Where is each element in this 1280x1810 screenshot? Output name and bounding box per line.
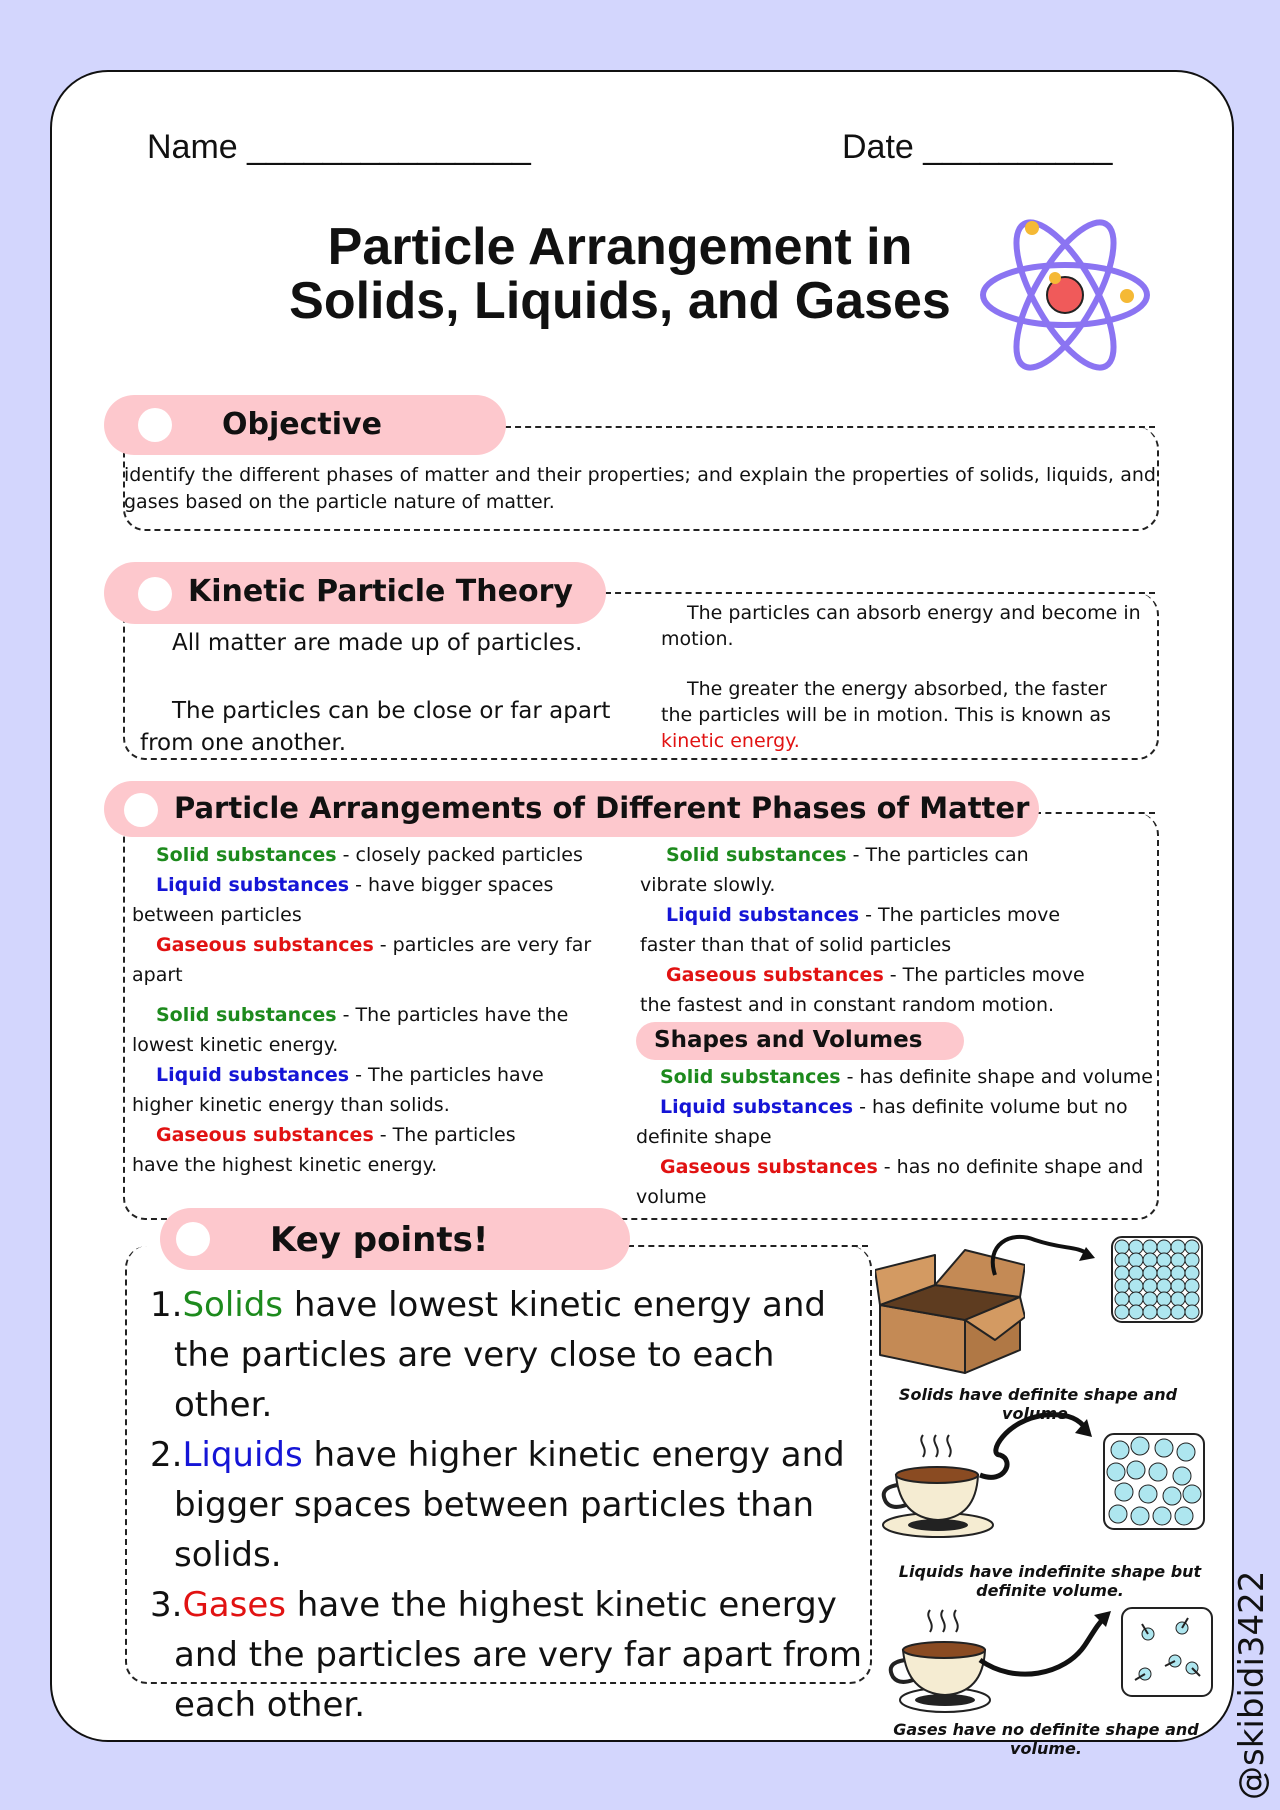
keypoint-1 [150, 1280, 862, 1430]
gas-shape: - has no definite shape and volume [636, 1156, 1144, 1208]
gas-spacing: - particles are very far apart [132, 934, 592, 986]
shapes-list [636, 1062, 1156, 1212]
particle [1139, 1485, 1157, 1503]
gas-motion: - The particles move the fastest and in constant random motion. [640, 964, 1085, 1016]
date-field[interactable] [842, 128, 1112, 167]
bullet-dot [124, 793, 158, 827]
particle [1115, 1483, 1133, 1501]
particle [1129, 1292, 1143, 1306]
particle [1143, 1266, 1157, 1280]
particle [1171, 1292, 1185, 1306]
particle [1129, 1266, 1143, 1280]
particle [1109, 1505, 1127, 1523]
name-label: Name [147, 128, 238, 166]
particle [1127, 1461, 1145, 1479]
particle [1143, 1292, 1157, 1306]
particle [1157, 1266, 1171, 1280]
liquid-label: Liquid substances [666, 904, 860, 926]
gas-label: Gaseous substances [660, 1156, 878, 1178]
keypoint-text: have higher kinetic energy and bigger spaces between particles than solids. [174, 1435, 845, 1575]
particle [1157, 1305, 1171, 1319]
particle [1185, 1305, 1199, 1319]
keypoint-number: 1. [150, 1285, 183, 1325]
liquid-label: Liquid substances [156, 1064, 350, 1086]
particle [1149, 1463, 1167, 1481]
page-title [220, 220, 1020, 328]
particle [1185, 1253, 1199, 1267]
objective-text: identify the different phases of matter and their properties; and explain the properties of solids, liquids, and gases based on the particle nature of matter. [124, 464, 1156, 513]
kinetic-point-1: All matter are made up of particles. [172, 630, 583, 656]
gas-caption: Gases have no definite shape and volume. [893, 1720, 1199, 1758]
particle [1153, 1507, 1171, 1525]
kinetic-title: Kinetic Particle Theory [188, 574, 573, 609]
particle [1115, 1240, 1129, 1254]
solid-label: Solid substances [156, 844, 337, 866]
title-line-2: Solids, Liquids, and Gases [289, 272, 951, 330]
particle [1115, 1266, 1129, 1280]
watermark: @skibidi3422 [1232, 1570, 1272, 1800]
liquid-motion: - The particles move faster than that of solid particles [640, 904, 1061, 956]
particle [1171, 1266, 1185, 1280]
particle [1163, 1487, 1181, 1505]
particle [1143, 1240, 1157, 1254]
kinetic-point-4-text: The greater the energy absorbed, the faster the particles will be in motion. This is known as [661, 678, 1111, 726]
particle [1185, 1240, 1199, 1254]
date-label: Date [842, 128, 914, 166]
particle [1157, 1292, 1171, 1306]
bullet-dot [176, 1222, 210, 1256]
objective-title: Objective [222, 407, 382, 442]
kinetic-point-2: The particles can be close or far apart from one another. [140, 698, 611, 756]
liquid-label: Liquid substances [660, 1096, 854, 1118]
particle [1129, 1305, 1143, 1319]
arrow-icon [975, 1405, 1100, 1515]
keypoints-heading [160, 1208, 630, 1270]
particle [1171, 1253, 1185, 1267]
solid-shape: - has definite shape and volume [840, 1066, 1153, 1088]
keypoint-solids-word: Solids [182, 1285, 284, 1325]
particle [1175, 1507, 1193, 1525]
gas-label: Gaseous substances [156, 1124, 374, 1146]
arrow-icon [975, 1605, 1125, 1685]
keypoint-text: have lowest kinetic energy and the particles are very close to each other. [174, 1285, 827, 1425]
particle [1129, 1279, 1143, 1293]
particle [1143, 1279, 1157, 1293]
solid-caption: Solids have definite shape and volume. [898, 1385, 1178, 1423]
keypoint-number: 3. [150, 1585, 183, 1625]
particle [1143, 1305, 1157, 1319]
keypoint-liquids-word: Liquids [182, 1435, 303, 1475]
name-field[interactable] [147, 128, 531, 167]
particle [1155, 1439, 1173, 1457]
particle [1185, 1266, 1199, 1280]
name-blank: _______________ [247, 128, 531, 166]
solid-particles-icon [1110, 1235, 1205, 1325]
arrangements-title: Particle Arrangements of Different Phases of Matter [174, 791, 1030, 825]
particle [1131, 1437, 1149, 1455]
date-blank: __________ [923, 128, 1113, 166]
arrangements-left-column [132, 840, 592, 1180]
particle [1157, 1253, 1171, 1267]
particle [1111, 1441, 1129, 1459]
keypoint-number: 2. [150, 1435, 183, 1475]
keypoints-list [150, 1280, 862, 1730]
solid-energy: - The particles have the lowest kinetic energy. [132, 1004, 569, 1056]
atom-icon [975, 210, 1155, 380]
liquid-spacing: - have bigger spaces between particles [132, 874, 554, 926]
particle [1115, 1305, 1129, 1319]
keypoints-title: Key points! [270, 1220, 489, 1260]
particle [1157, 1240, 1171, 1254]
keypoint-2 [150, 1430, 862, 1580]
particle [1177, 1443, 1195, 1461]
gas-energy: - The particles have the highest kinetic energy. [132, 1124, 516, 1176]
liquid-energy: - The particles have higher kinetic energy than solids. [132, 1064, 544, 1116]
kinetic-heading [104, 562, 606, 624]
title-line-1: Particle Arrangement in [327, 218, 913, 276]
gas-label: Gaseous substances [666, 964, 884, 986]
gas-particles-icon [1120, 1606, 1215, 1699]
shapes-title: Shapes and Volumes [654, 1027, 923, 1053]
kinetic-point-3: The particles can absorb energy and become in motion. [661, 602, 1141, 650]
particle [1171, 1305, 1185, 1319]
shapes-heading [636, 1022, 964, 1060]
arrangements-right-column [640, 840, 1100, 1020]
liquid-caption: Liquids have indefinite shape but definite volume. [898, 1562, 1202, 1600]
particle [1185, 1292, 1199, 1306]
bullet-dot [138, 577, 172, 611]
particle [1129, 1240, 1143, 1254]
keypoint-text: have the highest kinetic energy and the particles are very far apart from each other. [174, 1585, 862, 1725]
liquid-label: Liquid substances [156, 874, 350, 896]
arrow-icon [985, 1225, 1105, 1305]
bullet-dot [138, 408, 172, 442]
keypoint-gases-word: Gases [182, 1585, 286, 1625]
gas-label: Gaseous substances [156, 934, 374, 956]
particle [1131, 1507, 1149, 1525]
solid-label: Solid substances [156, 1004, 337, 1026]
kinetic-point-4 [661, 676, 1141, 754]
particle [1171, 1240, 1185, 1254]
particle [1115, 1292, 1129, 1306]
particle [1183, 1485, 1201, 1503]
particle [1129, 1253, 1143, 1267]
kinetic-energy-term: kinetic energy. [661, 730, 800, 752]
particle [1157, 1279, 1171, 1293]
particle [1171, 1279, 1185, 1293]
particle [1115, 1253, 1129, 1267]
objective-heading [104, 395, 506, 455]
keypoint-3 [150, 1580, 862, 1730]
liquid-particles-icon [1102, 1432, 1207, 1532]
particle [1185, 1279, 1199, 1293]
solid-motion: - The particles can vibrate slowly. [640, 844, 1029, 896]
particle [1173, 1467, 1191, 1485]
particle [1107, 1463, 1125, 1481]
solid-label: Solid substances [660, 1066, 841, 1088]
liquid-shape: - has definite volume but no definite shape [636, 1096, 1128, 1148]
arrangements-heading [104, 781, 1039, 837]
particle [1143, 1253, 1157, 1267]
solid-spacing: - closely packed particles [336, 844, 583, 866]
solid-label: Solid substances [666, 844, 847, 866]
particle [1115, 1279, 1129, 1293]
